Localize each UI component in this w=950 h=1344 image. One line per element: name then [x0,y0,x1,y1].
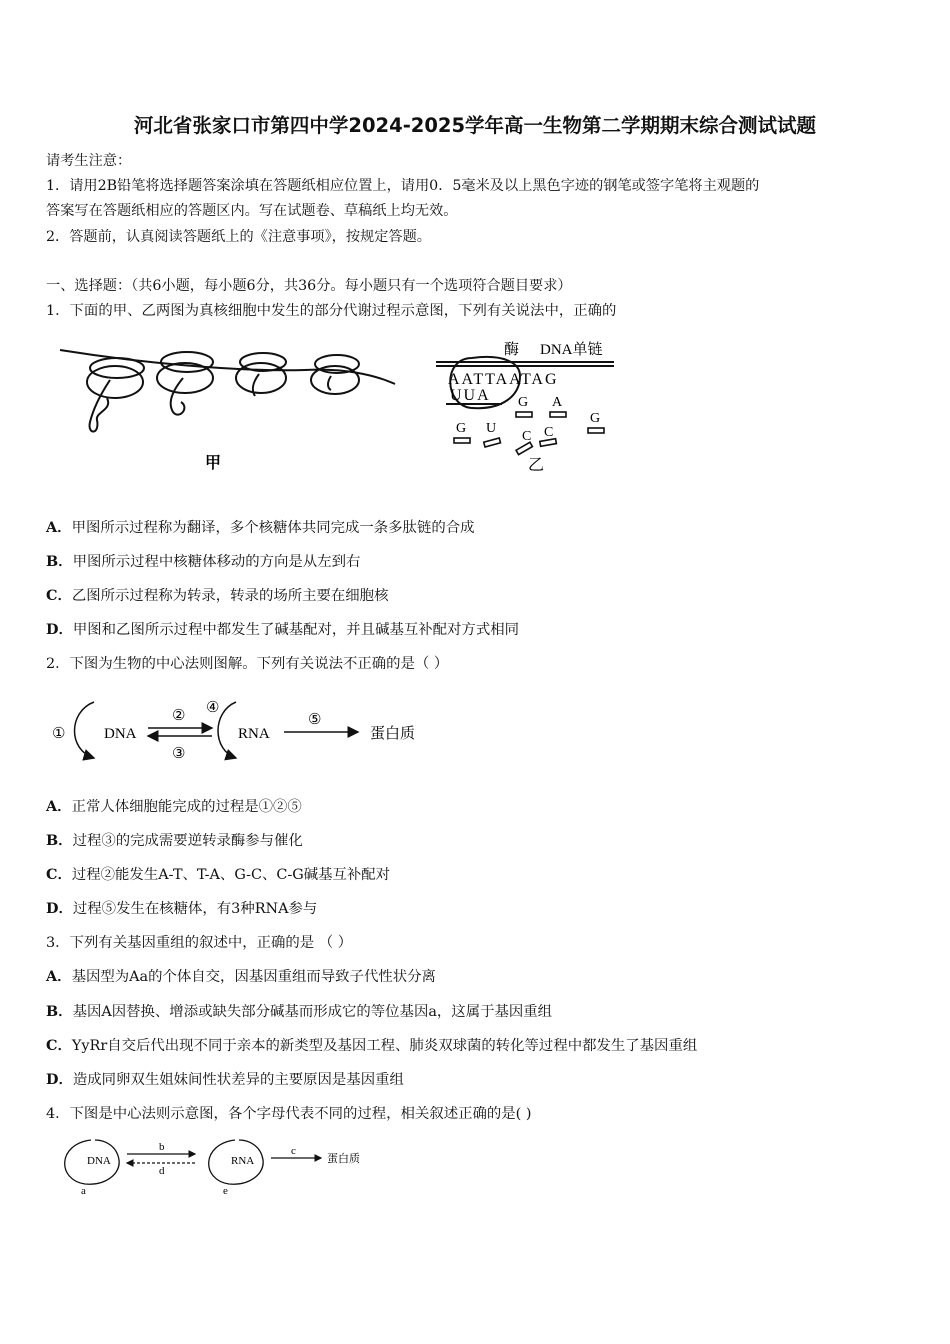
option-text: 甲图所示过程称为翻译，多个核糖体共同完成一条多肽链的合成 [71,520,475,536]
q2-option-b[interactable] [46,831,303,851]
question-1-stem: 1．下面的甲、乙两图为真核细胞中发生的部分代谢过程示意图，下列有关说法中，正确的 [46,303,617,319]
free-base-7: C [544,425,554,440]
label-rna: RNA [238,726,270,742]
label-rna: RNA [231,1155,255,1167]
option-letter: D． [46,1071,73,1088]
label-e: e [223,1185,228,1196]
q2-option-a[interactable] [46,797,302,817]
ribosome-2-small-subunit [161,352,213,372]
option-text: 过程③的完成需要逆转录酶参与催化 [72,833,303,849]
nucleotide-g3-base [454,438,470,443]
option-text: 正常人体细胞能完成的过程是①②⑤ [71,799,302,815]
option-text: 基因A因替换、增添或缺失部分碱基而形成它的等位基因a，这属于基因重组 [72,1004,553,1020]
nucleotide-u-base [484,438,501,447]
dna-strand-label: DNA单链 [540,342,603,358]
option-text: 甲图和乙图所示过程中都发生了碱基配对，并且碱基互补配对方式相同 [72,622,519,638]
nucleotide-g2-base [588,428,604,433]
option-text: 过程②能发生A-T、T-A、G-C、C-G碱基互补配对 [71,867,391,883]
peptide-chain-4 [328,376,331,390]
option-text: 基因型为Aa的个体自交，因基因重组而导致子代性状分离 [71,969,436,985]
option-letter: A． [46,519,72,536]
label-process-4: ④ [206,700,220,716]
label-protein: 蛋白质 [327,1153,360,1165]
label-dna: DNA [87,1155,111,1167]
ribosome-2-large-subunit [157,363,213,393]
figure-yi-label: 乙 [528,457,545,474]
free-base-6: C [522,429,532,444]
option-letter: B． [46,832,73,849]
arrow-replication [75,702,95,758]
q2-option-d[interactable] [46,899,317,919]
label-process-1: ① [52,726,66,742]
q1-option-c[interactable] [46,586,388,606]
q1-option-a[interactable] [46,518,475,538]
label-protein: 蛋白质 [370,726,416,742]
option-letter: C． [46,587,72,604]
section-heading: 一、选择题：（共6小题，每小题6分，共36分。每小题只有一个选项符合题目要求） [46,278,572,294]
q1-option-b[interactable] [46,552,360,572]
option-letter: D． [46,900,73,917]
free-base-2: A [552,395,563,410]
option-letter: A． [46,968,72,985]
option-letter: B． [46,553,73,570]
q3-option-d[interactable] [46,1070,404,1090]
dna-sequence: AATTAATAG [448,371,559,388]
label-c: c [291,1145,296,1157]
option-letter: D． [46,621,73,638]
ribosome-3-large-subunit [236,363,286,393]
label-a: a [81,1185,86,1196]
label-b: b [159,1141,165,1153]
question-3-stem: 3．下列有关基因重组的叙述中，正确的是 （ ） [46,935,353,951]
option-text: 过程⑤发生在核糖体，有3种RNA参与 [72,901,318,917]
arrow-rna-replication [218,702,236,758]
notice-item-2: 2．答题前，认真阅读答题纸上的《注意事项》，按规定答题。 [46,229,431,245]
figure-central-dogma-q2 [48,694,438,766]
peptide-chain-2 [171,378,185,415]
option-text: 造成同卵双生姐妹间性状差异的主要原因是基因重组 [72,1072,404,1088]
rna-sequence: UUA [450,387,491,404]
nucleotide-c1-base [516,442,532,454]
peptide-chain-1 [90,380,110,432]
q1-option-d[interactable] [46,620,519,640]
free-base-5: U [486,421,497,436]
figure-central-dogma-q4 [55,1136,395,1196]
label-d: d [159,1165,165,1177]
free-base-3: G [590,411,601,426]
label-process-5: ⑤ [308,712,322,728]
ribosome-1-large-subunit [87,366,143,398]
option-text: 乙图所示过程称为转录，转录的场所主要在细胞核 [71,588,389,604]
option-text: 甲图所示过程中核糖体移动的方向是从左到右 [72,554,361,570]
enzyme-label: 酶 [504,342,520,358]
q2-option-c[interactable] [46,865,390,885]
ribosome-1-small-subunit [90,358,144,378]
question-4-stem: 4．下图是中心法则示意图，各个字母代表不同的过程，相关叙述正确的是( ) [46,1106,532,1122]
option-letter: A． [46,798,72,815]
option-letter: C． [46,1037,72,1054]
free-base-4: G [456,421,467,436]
option-letter: B． [46,1003,73,1020]
label-process-3: ③ [172,746,186,762]
option-text: YyRr自交后代出现不同于亲本的新类型及基因工程、肺炎双球菌的转化等过程中都发生了基因重组 [71,1038,698,1054]
figure-jia-label: 甲 [205,455,222,472]
figure-yi-transcription [432,336,632,476]
label-process-2: ② [172,708,186,724]
free-base-1: G [518,395,529,410]
nucleotide-a-base [550,412,566,417]
label-dna: DNA [104,726,137,742]
notice-heading: 请考生注意： [46,153,132,169]
q3-option-b[interactable] [46,1002,552,1022]
q3-option-c[interactable] [46,1036,697,1056]
figure-jia-translation [55,340,405,480]
q3-option-a[interactable] [46,967,436,987]
nucleotide-g1-base [516,412,532,417]
question-2-stem: 2．下图为生物的中心法则图解。下列有关说法不正确的是（ ） [46,656,449,672]
notice-item-1b: 答案写在答题纸相应的答题区内。写在试题卷、草稿纸上均无效。 [46,203,458,219]
option-letter: C． [46,866,72,883]
notice-item-1a: 1．请用2B铅笔将选择题答案涂填在答题纸相应位置上，请用0．5毫米及以上黑色字迹的钢笔或签字笔将主观题的 [46,178,760,194]
page-title: 河北省张家口市第四中学2024-2025学年高一生物第二学期期末综合测试试题 [133,114,817,137]
